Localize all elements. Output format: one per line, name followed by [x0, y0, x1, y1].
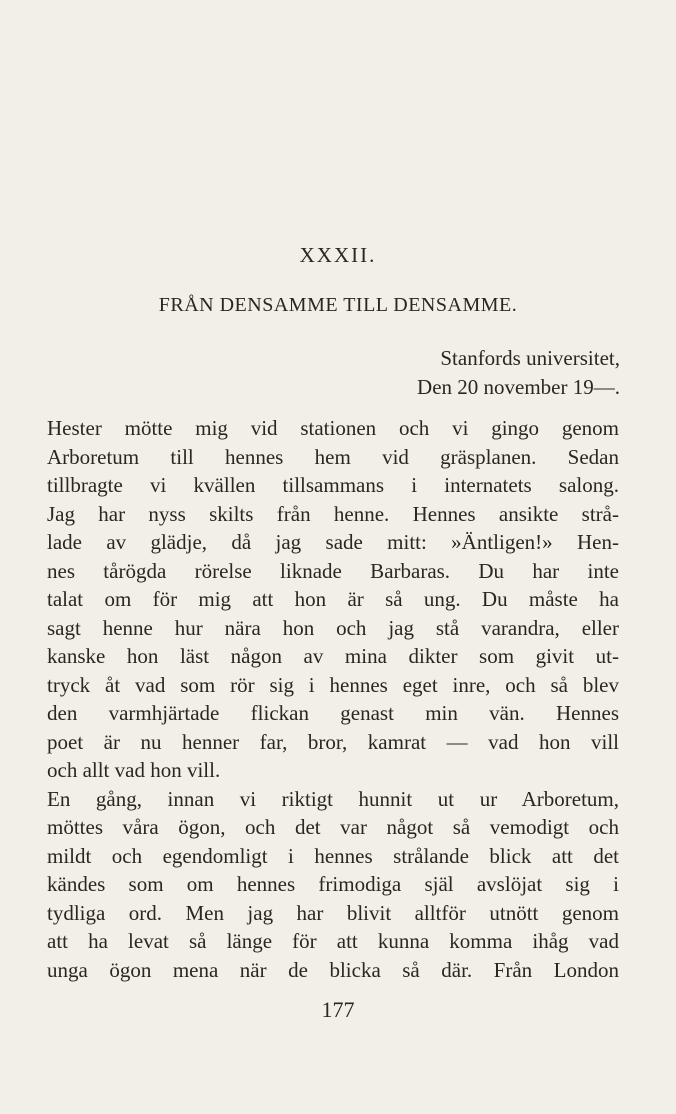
text-line: lade av glädje, då jag sade mitt: »Äntligen!» Hen-: [47, 530, 619, 554]
text-line: tryck åt vad som rör sig i hennes eget inre, och så blev: [47, 672, 619, 697]
chapter-number: XXXII.: [299, 243, 377, 267]
text-line: nes tårögda rörelse liknade Barbaras. Du har inte: [47, 558, 619, 583]
page-number: 177: [321, 997, 355, 1022]
text-line: En gång, innan vi riktigt hunnit ut ur Arboretum,: [47, 786, 619, 811]
text-line: unga ögon mena när de blicka så där. Från London: [47, 957, 619, 982]
text-line: tydliga ord. Men jag har blivit alltför utnött genom: [47, 900, 619, 925]
text-line: kanske hon läst någon av mina dikter som givit ut-: [47, 644, 619, 668]
text-line: och allt vad hon vill.: [47, 758, 221, 782]
text-line: talat om för mig att hon är så ung. Du måste ha: [47, 587, 619, 611]
paragraph-1: [47, 414, 619, 785]
text-line: den varmhjärtade flickan genast min vän. Hennes: [47, 701, 619, 725]
letter-body: [47, 414, 619, 984]
paragraph-2: [47, 785, 619, 985]
text-line: att ha levat så länge för att kunna komma ihåg vad: [47, 929, 619, 953]
text-line: Arboretum till hennes hem vid gräsplanen. Sedan: [47, 444, 619, 469]
text-line: mildt och egendomligt i hennes strålande blick att det: [47, 843, 619, 868]
text-line: poet är nu henner far, bror, kamrat — vad hon vill: [47, 729, 619, 754]
text-line: kändes som om hennes frimodiga själ avslöjat sig i: [47, 872, 619, 896]
dateline-date: Den 20 november 19—.: [417, 375, 620, 399]
dateline-place: Stanfords universitet,: [440, 346, 620, 370]
text-line: Jag har nyss skilts från henne. Hennes ansikte strå-: [47, 501, 619, 526]
text-line: tillbragte vi kvällen tillsammans i internatets salong.: [47, 473, 619, 497]
text-line: Hester mötte mig vid stationen och vi gingo genom: [47, 416, 619, 440]
text-line: sagt henne hur nära hon och jag stå varandra, eller: [47, 615, 619, 640]
chapter-title: FRÅN DENSAMME TILL DENSAMME.: [158, 294, 518, 316]
text-line: möttes våra ögon, och det var något så vemodigt och: [47, 815, 619, 839]
